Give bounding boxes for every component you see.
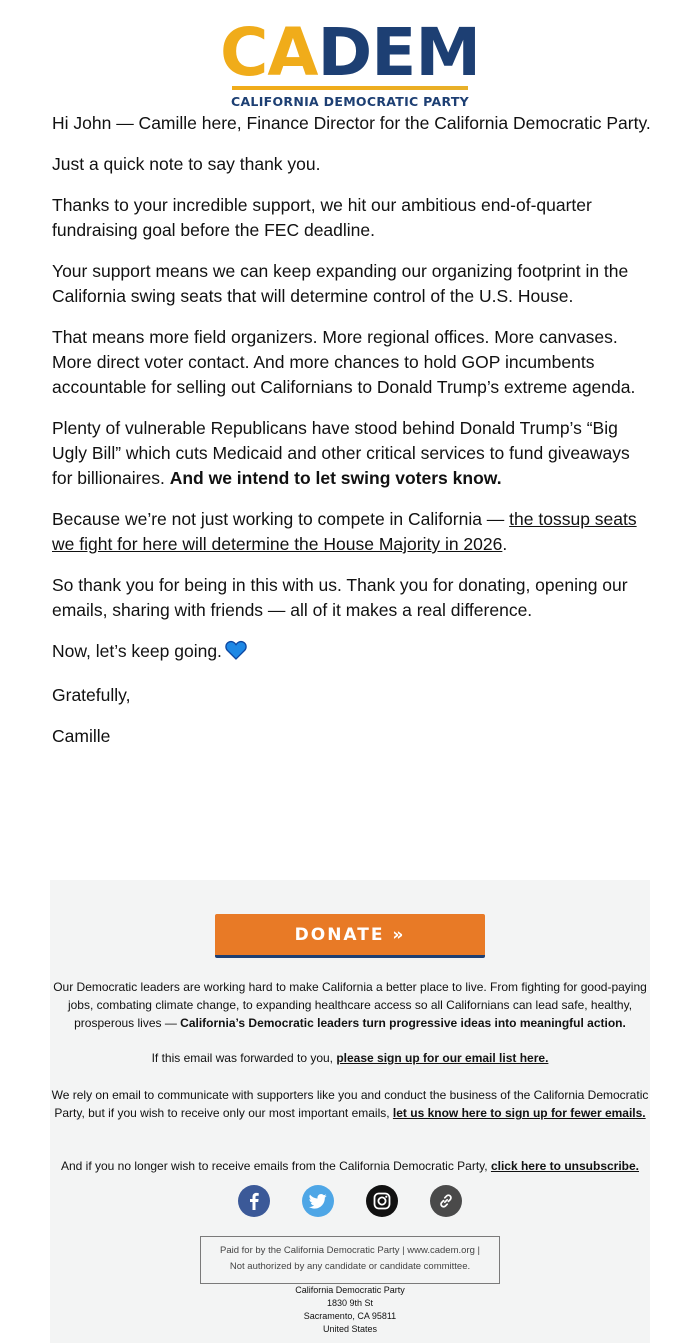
instagram-icon[interactable] [366,1185,398,1217]
logo-dem: DEM [317,14,481,91]
logo-ca: CA [219,14,318,91]
forward-paragraph [50,1049,650,1067]
swing-voters-bold: And we intend to let swing voters know. [169,468,502,488]
email-body [52,111,652,765]
address-name: California Democratic Party [295,1285,405,1295]
fewer-emails-paragraph [50,1086,650,1122]
keep-going-paragraph [52,639,652,667]
unsubscribe-paragraph [50,1157,650,1175]
address-country: United States [322,1324,378,1334]
support-paragraph: Your support means we can keep expanding our organizing footprint in the California swing seats that will determine control of the U.S. House. [52,261,629,306]
disclaimer-line-2: Not authorized by any candidate or candidate committee. [229,1261,471,1272]
address-city: Sacramento, CA 95811 [303,1311,397,1321]
goal-paragraph: Thanks to your incredible support, we hit our ambitious end-of-quarter fundraising goal before the FEC deadline. [52,195,592,240]
republicans-text: Plenty of vulnerable Republicans have stood behind Donald Trump’s “Big Ugly Bill” which cuts Medicaid and other critical services to fund giveaways for billionaires. [52,418,630,488]
about-text: Our Democratic leaders are working hard to make California a better place to live. From fighting for good-paying jobs, combating climate change, to expanding healthcare access so all Californians can lead safe, healthy, prosperous lives — [53,980,647,1030]
compete-paragraph [52,507,652,557]
house-majority-link[interactable]: the tossup seats we fight for here will determine the House Majority in 2026 [52,509,637,554]
compete-end: . [502,534,508,554]
fewer-emails-link[interactable]: let us know here to sign up for fewer emails. [392,1106,646,1120]
social-links [50,1185,650,1219]
disclaimer-line-1: Paid for by the California Democratic Party | www.cadem.org | [220,1245,480,1256]
cadem-logo[interactable] [0,14,700,109]
about-paragraph [50,978,650,1032]
compete-text: Because we’re not just working to compete in California — [52,509,510,529]
email-footer [50,880,650,1343]
organizers-paragraph: That means more field organizers. More regional offices. More canvases. More direct voter contact. And more chances to hold GOP incumbents accountable for selling out Californians to Donald Trump’s extreme agenda. [52,327,636,397]
about-bold: California’s Democratic leaders turn progressive ideas into meaningful action. [180,1016,626,1030]
thanks-note-paragraph: Just a quick note to say thank you. [52,154,321,174]
greeting-paragraph: Hi John — Camille here, Finance Director for the California Democratic Party. [52,113,651,133]
logo-subtitle: CALIFORNIA DEMOCRATIC PARTY [230,94,469,109]
unsubscribe-link[interactable]: click here to unsubscribe. [490,1159,640,1173]
republicans-paragraph [52,416,652,491]
paid-for-disclaimer [200,1236,500,1284]
signup-link[interactable]: please sign up for our email list here. [336,1051,549,1065]
facebook-icon[interactable] [238,1185,270,1217]
signature-text: Camille [52,726,111,746]
donate-button[interactable]: DONATE » [215,914,485,958]
closing-text: Gratefully, [52,685,131,705]
thank-you-paragraph: So thank you for being in this with us. Thank you for donating, opening our emails, sharing with friends — all of it makes a real difference. [52,575,628,620]
address-street: 1830 9th St [326,1298,374,1308]
fewer-emails-text: We rely on email to communicate with supporters like you and conduct the business of the California Democratic Party, but if you wish to receive only our most important emails, [51,1088,649,1120]
blue-heart-icon [225,640,247,667]
logo-wordmark [219,14,481,91]
mailing-address [50,1284,650,1336]
forward-text: If this email was forwarded to you, [151,1051,337,1065]
keep-going-text: Now, let’s keep going. [52,641,222,661]
unsubscribe-text: And if you no longer wish to receive emails from the California Democratic Party, [60,1159,491,1173]
link-icon[interactable] [430,1185,462,1217]
twitter-icon[interactable] [302,1185,334,1217]
